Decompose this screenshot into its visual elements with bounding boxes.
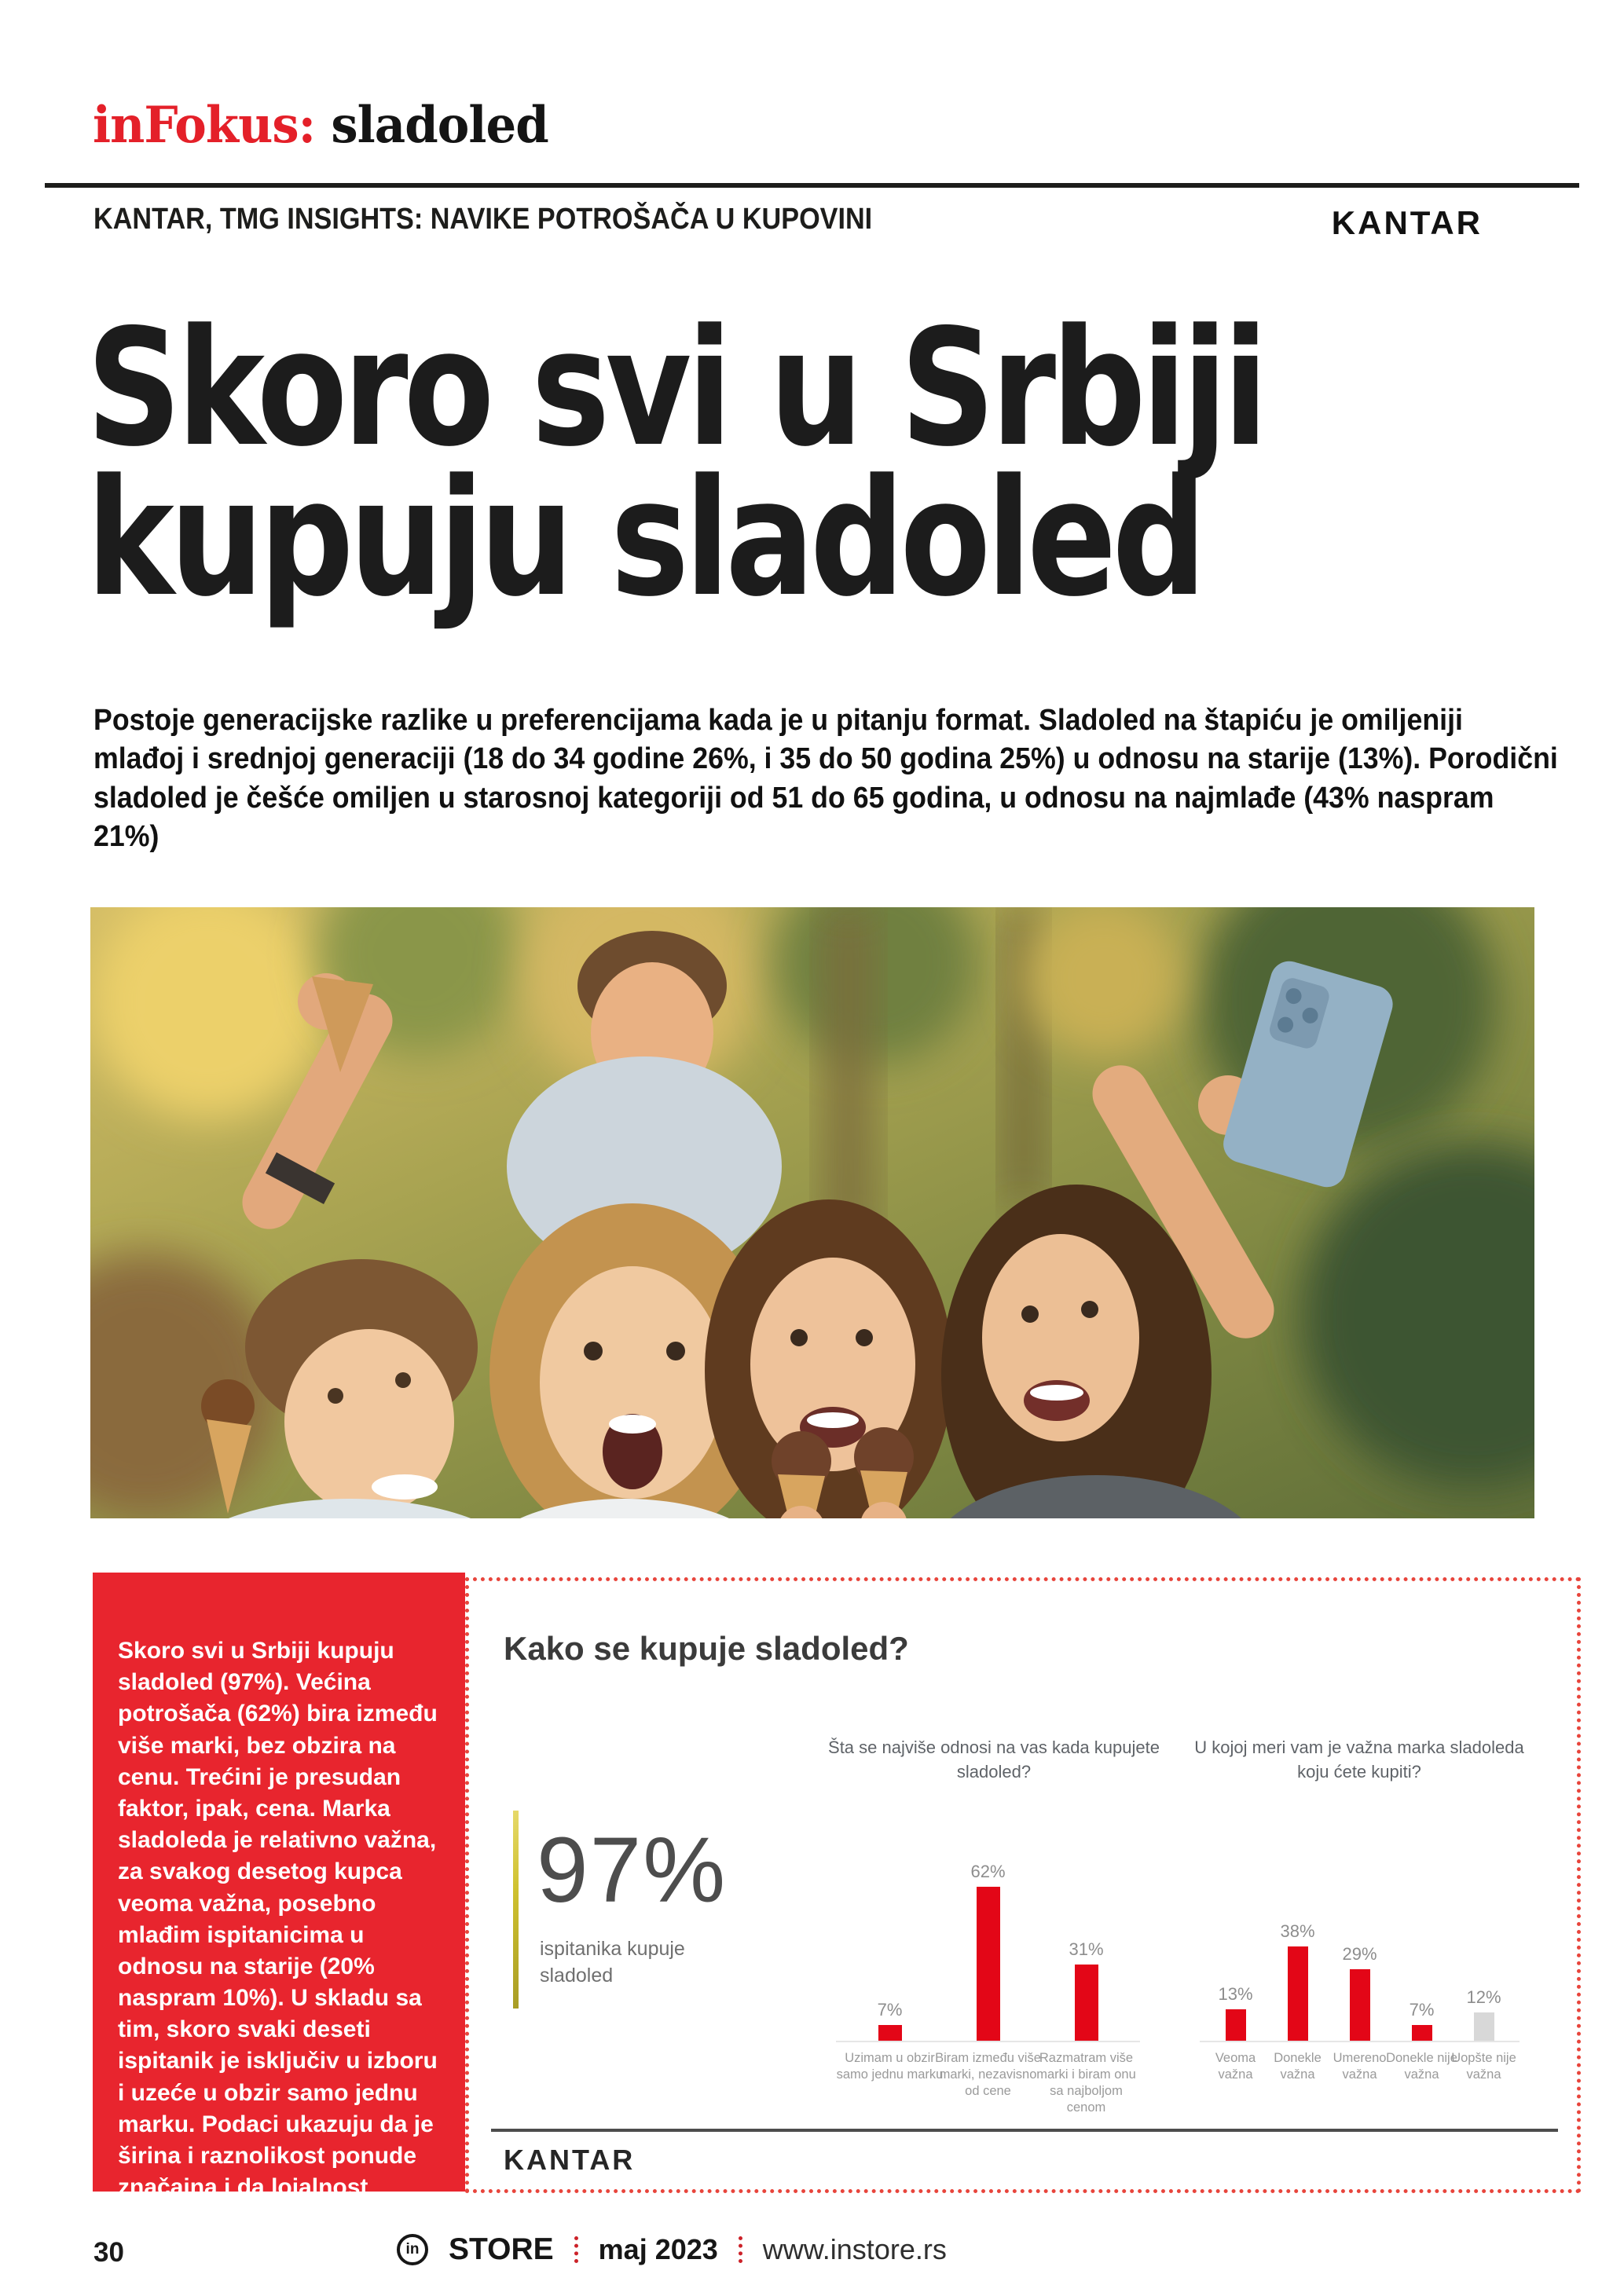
bar-column xyxy=(1037,1838,1135,2115)
footer-website-link[interactable]: www.instore.rs xyxy=(762,2233,947,2265)
bar-category-label: Donekle nije važna xyxy=(1386,2051,1457,2082)
kicker-black-text: sladoled xyxy=(315,96,548,155)
chart-baseline xyxy=(1200,2041,1520,2042)
footer-dot-separator xyxy=(574,2236,578,2263)
stat-value: 97% xyxy=(537,1818,728,1922)
bar-label-area xyxy=(837,2042,944,2115)
bar-category-label: Donekle važna xyxy=(1274,2051,1322,2082)
headline xyxy=(86,295,1624,632)
bar-column xyxy=(1267,1838,1329,2115)
bar-column xyxy=(836,1838,944,2115)
bar-value-label: 7% xyxy=(877,2000,903,2020)
yellow-accent-bar xyxy=(513,1811,519,2009)
headline-line1: Skoro svi u Srbiji xyxy=(86,295,1264,482)
footer-dot-separator xyxy=(739,2236,742,2263)
bar-chart-purchase-behavior xyxy=(836,1838,1136,2115)
infographic-divider xyxy=(491,2129,1558,2132)
bar-label-area xyxy=(1033,2042,1140,2115)
bar-value-label: 38% xyxy=(1280,1921,1315,1941)
bar-category-label: Uzimam u obzir samo jednu marku xyxy=(836,2051,944,2082)
bar xyxy=(1075,1965,1098,2042)
bar-column xyxy=(1204,1838,1267,2115)
callout-text: Skoro svi u Srbiji kupuju sladoled (97%). Većina potrošača (62%) bira između više marki, bez obzira na cenu. Trećini je presudan faktor, ipak, cena. Marka sladoleda je relativno važna, za svakog desetog kupca veoma važna, posebno mlađim ispitanicima u odnosu na starije (20% naspram 10%). U skladu sa tim, skoro svaki deseti ispitanik je isključiv u izboru i uzeće u obzir samo jednu marku. Podaci ukazuju da je širina i raznolikost ponude značajna i da lojalnost jednom brendu retka, kada su u pitanju sladoledi. xyxy=(118,1638,438,2264)
chart-baseline xyxy=(836,2041,1140,2042)
kicker-red-text: inFokus: xyxy=(93,96,316,155)
family-selfie-photo xyxy=(90,907,1534,1518)
footer-issue: maj 2023 xyxy=(598,2233,718,2265)
bar xyxy=(977,1887,1000,2042)
page-number: 30 xyxy=(93,2237,124,2268)
strapline: KANTAR, TMG INSIGHTS: NAVIKE POTROŠAČA U KUPOVINI xyxy=(93,203,873,236)
bar-value-label: 13% xyxy=(1218,1984,1253,2004)
bar-value-label: 12% xyxy=(1466,1987,1501,2007)
intro-paragraph: Postoje generacijske razlike u preferencijama kada je u pitanju format. Sladoled na štapiću je omiljeniji mlađoj i srednjoj generaciji (18 do 34 godine 26%, i 35 do 50 godina 25%) u odnosu na starije (13%). Porodični sladoled je češće omiljen u starosnoj kategoriji od 51 do 65 godina, u odnosu na najmlađe (43% naspram 21%) xyxy=(93,704,1558,854)
bar-category-label: Uopšte nije važna xyxy=(1451,2051,1516,2082)
bar-chart-brand-importance xyxy=(1204,1838,1515,2115)
bar-value-label: 29% xyxy=(1342,1944,1377,1964)
kantar-infographic xyxy=(465,1577,1581,2193)
family-selfie-illustration xyxy=(90,907,1534,1518)
bar-column xyxy=(1453,1838,1515,2115)
headline-line2: kupuju sladoled xyxy=(86,445,1203,632)
header-divider xyxy=(45,183,1579,188)
kantar-logo-top: KANTAR xyxy=(1331,204,1483,241)
bar xyxy=(878,2025,902,2042)
instore-badge-icon: in xyxy=(397,2234,428,2265)
bar-value-label: 31% xyxy=(1069,1939,1104,1959)
bar-value-label: 62% xyxy=(970,1862,1006,1881)
chart2-question: U kojoj meri vam je važna marka sladoleda koju ćete kupiti? xyxy=(1194,1738,1524,1782)
footer xyxy=(397,2232,947,2267)
bar-column xyxy=(1329,1838,1391,2115)
stat-caption: ispitanika kupuje sladoled xyxy=(540,1938,685,1987)
kantar-logo-infographic: KANTAR xyxy=(504,2144,636,2176)
bar-label-area xyxy=(935,2042,1042,2115)
bar-category-label: Veoma važna xyxy=(1215,2051,1256,2082)
bar-category-label: Umereno važna xyxy=(1333,2051,1387,2082)
chart1-question: Šta se najviše odnosi na vas kada kupujete sladoled? xyxy=(828,1738,1160,1782)
bar xyxy=(1288,1946,1308,2042)
bar xyxy=(1474,2012,1494,2042)
bar-column xyxy=(1386,1838,1457,2115)
bar xyxy=(1350,1969,1370,2042)
bar xyxy=(1226,2009,1246,2042)
bar-category-label: Biram između više marki, nezavisno od cene xyxy=(935,2051,1041,2099)
footer-magazine-name: STORE xyxy=(449,2232,554,2266)
section-kicker xyxy=(93,96,548,155)
bar xyxy=(1412,2025,1432,2042)
bar-value-label: 7% xyxy=(1409,2000,1435,2020)
infographic-title: Kako se kupuje sladoled? xyxy=(504,1630,909,1667)
bar-category-label: Razmatram više marki i biram onu sa najboljom cenom xyxy=(1036,2051,1136,2115)
bar-label-area xyxy=(1446,2042,1522,2115)
bar-column xyxy=(935,1838,1041,2115)
